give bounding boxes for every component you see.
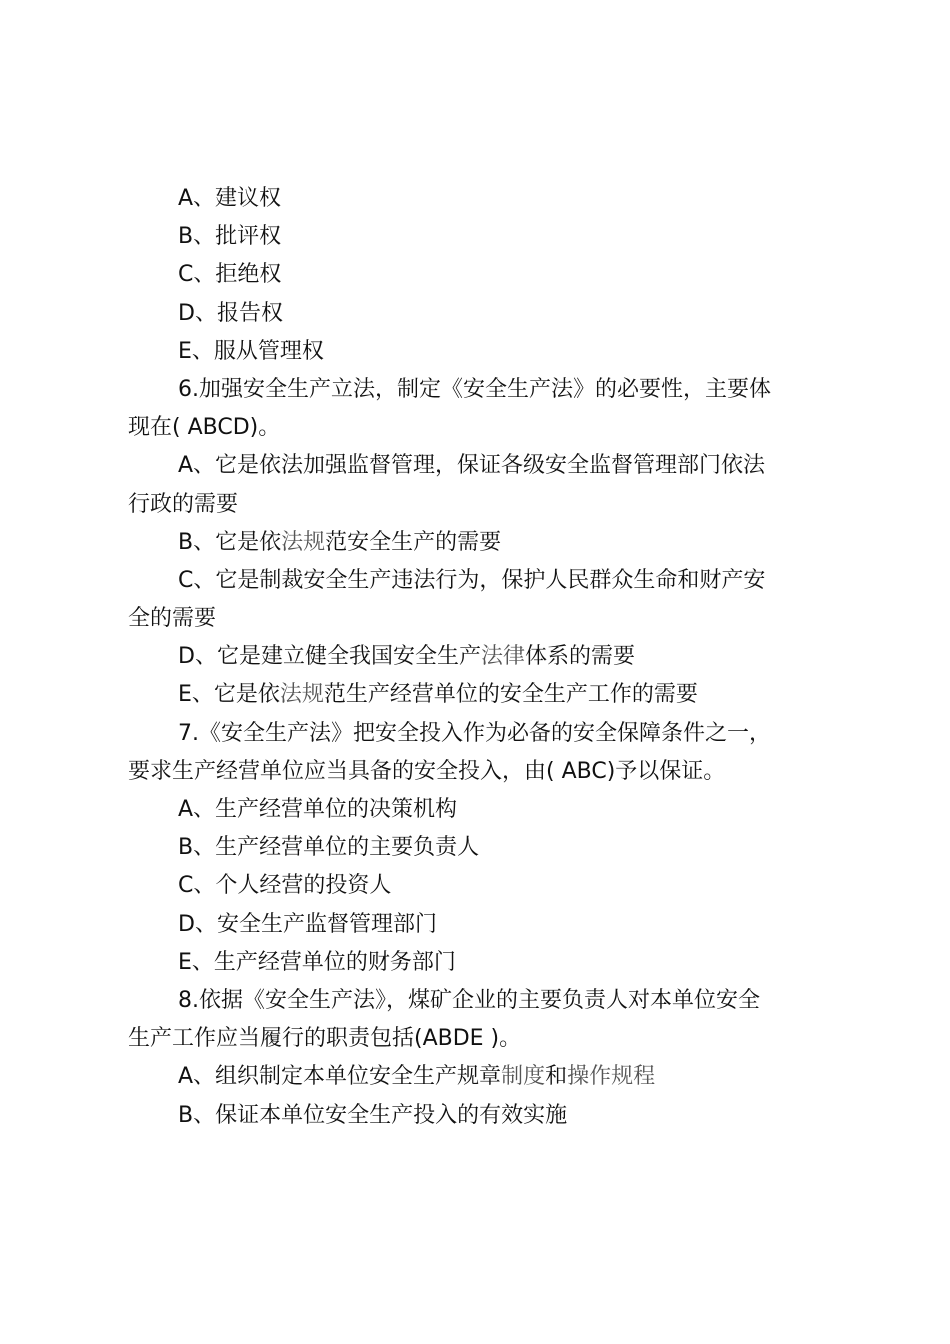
text-segment: A、生产经营单位的决策机构 [178, 797, 458, 822]
text-line [128, 180, 820, 218]
text-line [128, 982, 820, 1020]
text-line [128, 676, 820, 714]
text-segment: B、保证本单位安全生产投入的有效实施 [178, 1102, 568, 1128]
text-segment: 制度 [501, 1064, 546, 1090]
text-line [128, 447, 820, 485]
text-segment: A、组织制定本单位安全生产规章 [178, 1064, 502, 1090]
text-line [128, 486, 820, 524]
text-segment: B、生产经营单位的主要负责人 [178, 835, 480, 861]
text-line [128, 1058, 820, 1096]
text-segment: 要求生产经营单位应当具备的安全投入，由( ABC)予以保证。 [128, 758, 726, 784]
text-line [128, 371, 820, 409]
text-line [128, 1097, 820, 1135]
text-line [128, 1020, 820, 1058]
text-line [128, 218, 820, 256]
text-segment: 体系的需要 [524, 644, 635, 670]
text-segment: C、它是制裁安全生产违法行为，保护人民群众生命和财产安 [178, 567, 766, 593]
text-segment: D、安全生产监督管理部门 [178, 911, 437, 937]
text-segment: A、它是依法加强监督管理，保证各级安全监督管理部门依法 [178, 453, 766, 479]
text-segment: 和 [545, 1064, 568, 1090]
text-line [128, 791, 820, 829]
text-segment: 范安全生产的需要 [325, 529, 502, 555]
text-segment: D、报告权 [178, 300, 283, 326]
text-line [128, 295, 820, 333]
text-line [128, 524, 820, 562]
text-segment: C、拒绝权 [178, 262, 282, 288]
text-line [128, 944, 820, 982]
text-line [128, 600, 820, 638]
text-segment: 6.加强安全生产立法，制定《安全生产法》的必要性，主要体 [178, 376, 771, 402]
text-line [128, 715, 820, 753]
text-line [128, 753, 820, 791]
text-segment: A、建议权 [178, 186, 282, 211]
text-line [128, 829, 820, 867]
text-line [128, 638, 820, 676]
text-segment: 现在( ABCD)。 [128, 415, 281, 441]
text-segment: B、批评权 [178, 224, 282, 250]
text-segment: 法规 [279, 682, 324, 708]
text-segment: 生产工作应当履行的职责包括(ABDE )。 [128, 1026, 522, 1052]
text-line [128, 562, 820, 600]
text-segment: 范生产经营单位的安全生产工作的需要 [323, 682, 698, 708]
text-segment: B、它是依 [178, 529, 282, 555]
text-segment: D、它是建立健全我国安全生产 [178, 644, 481, 670]
text-line [128, 256, 820, 294]
text-segment: E、它是依 [178, 682, 280, 708]
document-body [128, 180, 820, 1135]
text-segment: 法规 [281, 529, 326, 555]
text-segment: C、个人经营的投资人 [178, 873, 392, 899]
text-segment: 8.依据《安全生产法》，煤矿企业的主要负责人对本单位安全 [178, 987, 760, 1013]
text-segment: 行政的需要 [128, 491, 239, 517]
text-line [128, 409, 820, 447]
text-segment: E、生产经营单位的财务部门 [178, 949, 456, 975]
text-segment: 全的需要 [128, 606, 217, 632]
text-line [128, 867, 820, 905]
text-line [128, 333, 820, 371]
text-segment: 操作规程 [567, 1064, 656, 1090]
text-segment: 法律 [480, 644, 525, 670]
text-segment: E、服从管理权 [178, 338, 324, 364]
text-segment: 7.《安全生产法》把安全投入作为必备的安全保障条件之一， [178, 720, 771, 746]
text-line [128, 906, 820, 944]
